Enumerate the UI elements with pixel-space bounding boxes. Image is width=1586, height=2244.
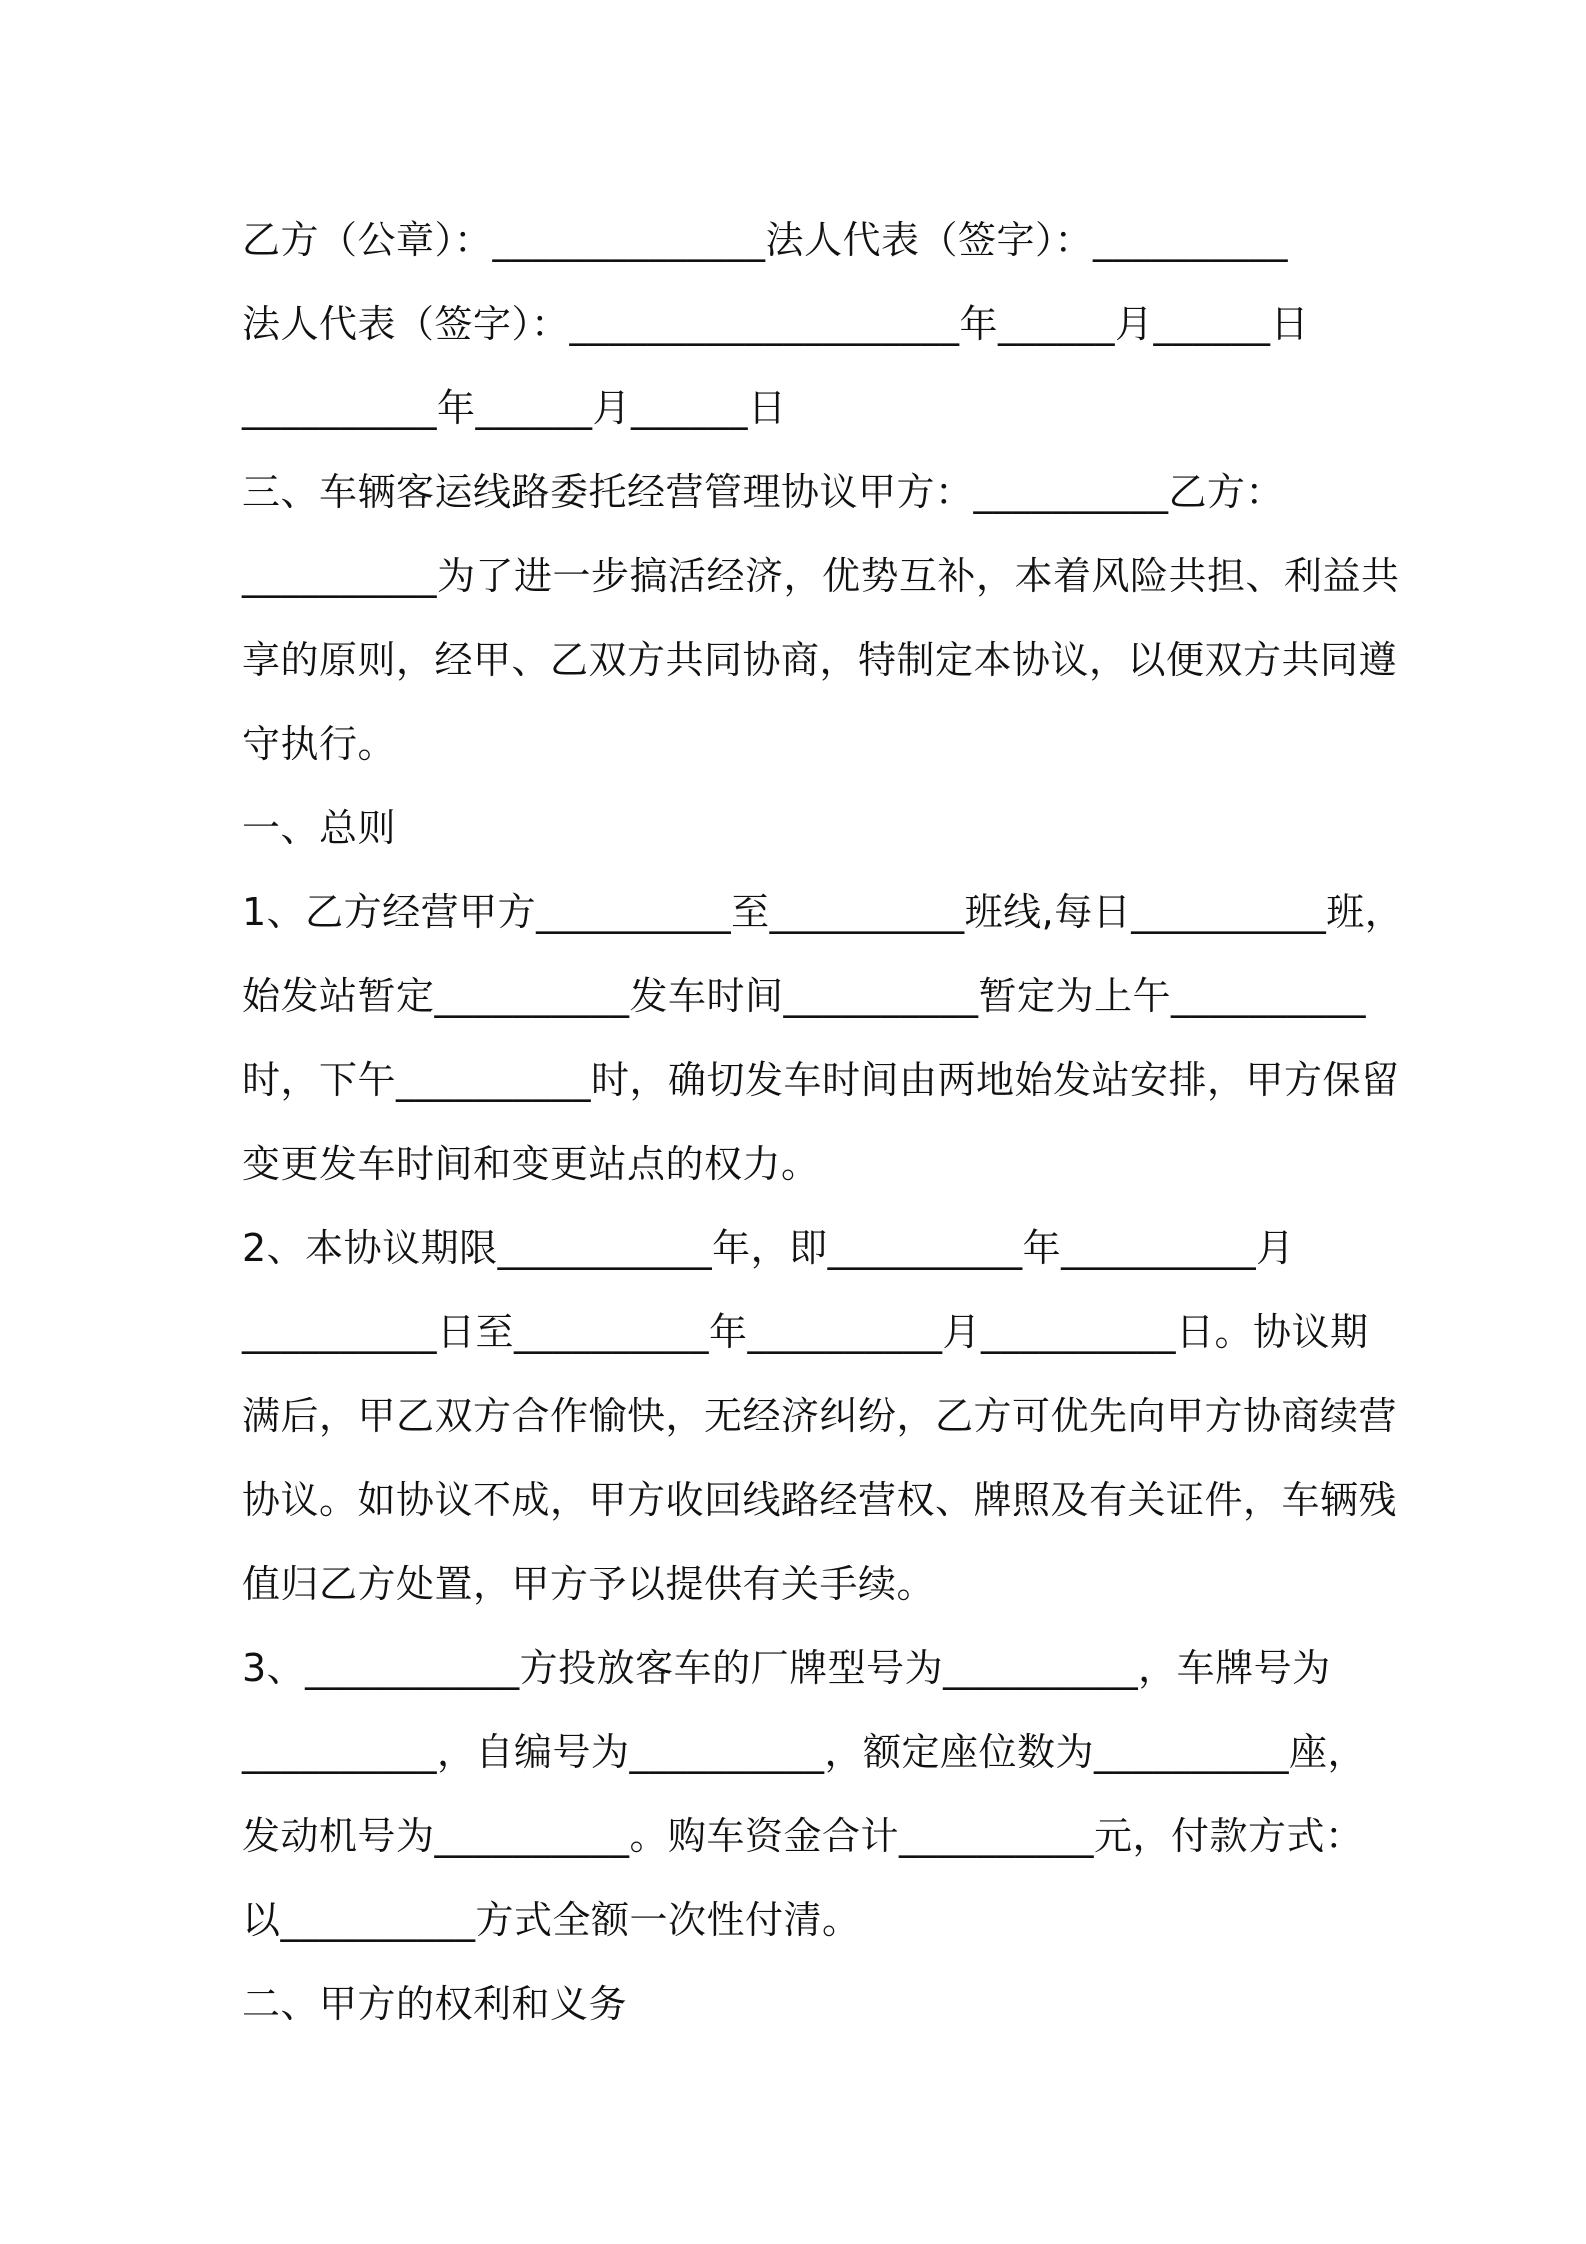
clause-3-line: 以__________方式全额一次性付清。 <box>242 1898 861 1942</box>
clause-2-line: 值归乙方处置，甲方予以提供有关手续。 <box>242 1562 936 1606</box>
clause-1-line: 时，下午__________时，确切发车时间由两地始发站安排，甲方保留 <box>242 1058 1400 1102</box>
document-body <box>242 198 1404 2046</box>
clause-2-line: 2、本协议期限___________年，即__________年__________月 <box>242 1226 1295 1270</box>
clause-2-line: 满后，甲乙双方合作愉快，无经济纠纷，乙方可优先向甲方协商续营 <box>242 1394 1398 1438</box>
paragraph-line: 享的原则，经甲、乙双方共同协商，特制定本协议，以便双方共同遵 <box>242 638 1398 682</box>
clause-2-line: __________日至__________年__________月__________日。协议期 <box>242 1310 1369 1354</box>
section-heading-general: 一、总则 <box>242 806 397 850</box>
clause-1-line: 变更发车时间和变更站点的权力。 <box>242 1142 820 1186</box>
clause-1-line: 始发站暂定__________发车时间__________暂定为上午__________ <box>242 974 1367 1018</box>
clause-2-line: 协议。如协议不成，甲方收回线路经营权、牌照及有关证件，车辆残 <box>242 1478 1398 1522</box>
clause-3-line: 3、___________方投放客车的厂牌型号为__________，车牌号为 <box>242 1646 1331 1690</box>
section-heading-party-a-rights: 二、甲方的权利和义务 <box>242 1982 628 2026</box>
paragraph-line: __________为了进一步搞活经济，优势互补，本着风险共担、利益共 <box>242 554 1400 598</box>
section-heading-agreement: 三、车辆客运线路委托经营管理协议甲方：__________乙方： <box>242 470 1285 514</box>
text-line-legal-rep-date: 法人代表（签字）：____________________年______月______日 <box>242 302 1310 346</box>
text-line-date: __________年______月______日 <box>242 386 787 430</box>
clause-1-line: 1、乙方经营甲方__________至__________班线,每日__________班， <box>242 890 1404 934</box>
clause-3-line: 发动机号为__________。购车资金合计__________元，付款方式： <box>242 1814 1364 1858</box>
clause-3-line: __________，自编号为__________，额定座位数为__________座， <box>242 1730 1367 1774</box>
text-line-party-b-seal: 乙方（公章）：______________法人代表（签字）：__________ <box>242 218 1289 262</box>
paragraph-line: 守执行。 <box>242 722 397 766</box>
